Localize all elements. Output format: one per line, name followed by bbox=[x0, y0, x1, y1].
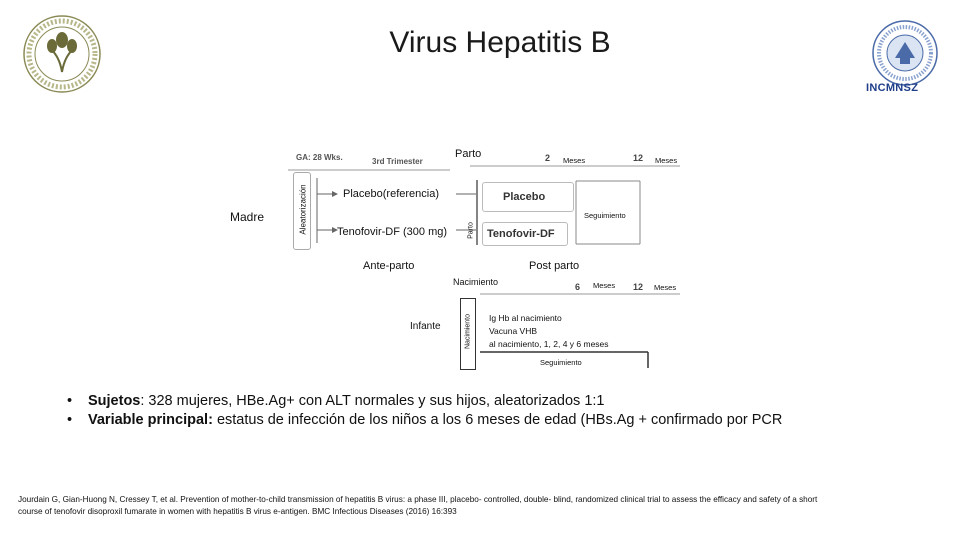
infante-label: Infante bbox=[410, 321, 441, 332]
randomization-label: Aleatorización bbox=[298, 184, 308, 235]
ga-label: GA: 28 Wks. bbox=[296, 153, 343, 162]
madre-label: Madre bbox=[230, 210, 265, 224]
reference-citation: Jourdain G, Gian-Huong N, Cressey T, et al. Prevention of mother-to-child transmission of hepatitis B virus: a phase III, placebo- controlled, double- blind, randomized clinical trial to assess the efficacy and safety of a short course of tenofovir disoproxil fumarate in women with hepatitis B virus e-antigen. BMC Infectious Diseases (2016) 16:393 bbox=[18, 495, 818, 516]
parto-vertical-label: Parto bbox=[467, 222, 475, 239]
seguimiento-infant-label: Seguimiento bbox=[540, 358, 582, 367]
placebo-box: Placebo bbox=[482, 182, 574, 212]
infant-line-3: al nacimiento, 1, 2, 4 y 6 meses bbox=[489, 339, 609, 349]
meses-label-3: Meses bbox=[593, 281, 616, 290]
tenofovir-dose-label: Tenofovir-DF (300 mg) bbox=[337, 226, 448, 238]
month-12-infant: 12 bbox=[633, 282, 644, 292]
month-12: 12 bbox=[633, 153, 644, 163]
meses-label-1: Meses bbox=[563, 156, 586, 165]
nacimiento-vertical-label: Nacimiento bbox=[464, 314, 472, 350]
infant-line-1: Ig Hb al nacimiento bbox=[489, 313, 562, 323]
meses-label-2: Meses bbox=[655, 156, 678, 165]
placebo-ref-label: Placebo(referencia) bbox=[343, 188, 439, 200]
postparto-label: Post parto bbox=[529, 260, 580, 272]
brand-label: INCMNSZ bbox=[866, 82, 919, 94]
page-title: Virus Hepatitis B bbox=[389, 26, 611, 59]
bullet-list bbox=[62, 392, 782, 430]
meses-label-4: Meses bbox=[654, 283, 677, 292]
bullet-icon: • bbox=[67, 393, 73, 409]
nacimiento-label: Nacimiento bbox=[453, 277, 499, 287]
month-2: 2 bbox=[545, 153, 551, 163]
tenofovir-box: Tenofovir-DF bbox=[482, 222, 568, 246]
month-6: 6 bbox=[575, 282, 581, 292]
infant-line-2: Vacuna VHB bbox=[489, 326, 538, 336]
parto-label: Parto bbox=[455, 148, 482, 160]
bullet-icon: • bbox=[67, 412, 73, 428]
bullet-subjects: • Sujetos: 328 mujeres, HBe.Ag+ con ALT normales y sus hijos, aleatorizados 1:1 bbox=[67, 393, 605, 409]
seguimiento-label: Seguimiento bbox=[584, 211, 626, 220]
bullet-primary-variable: • Variable principal: estatus de infección de los niños a los 6 meses de edad (HBs.Ag + confirmado por PCR bbox=[67, 412, 783, 428]
trimester-label: 3rd Trimester bbox=[372, 157, 423, 166]
anteparto-label: Ante-parto bbox=[363, 260, 415, 272]
